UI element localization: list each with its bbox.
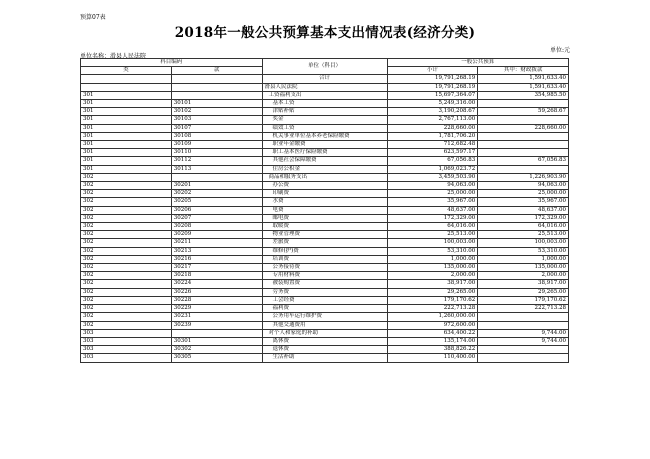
cell-fiscal <box>478 132 569 140</box>
cell-subtotal: 135,174.00 <box>387 337 478 345</box>
table-row <box>81 239 569 247</box>
cell-fiscal <box>478 346 569 354</box>
cell-lei: 303 <box>81 354 172 362</box>
cell-subtotal: 1,000.00 <box>387 255 478 263</box>
table-row <box>81 354 569 362</box>
cell-lei: 302 <box>81 296 172 304</box>
cell-kuan: 30209 <box>171 231 262 239</box>
cell-subtotal: 388,826.22 <box>387 346 478 354</box>
cell-kuan: 30102 <box>171 108 262 116</box>
cell-subtotal: 1,781,706.20 <box>387 132 478 140</box>
table-row <box>81 255 569 263</box>
table-row <box>81 214 569 222</box>
cell-fiscal <box>478 313 569 321</box>
cell-unit-subject: 取暖费 <box>262 223 387 231</box>
table-row <box>81 206 569 214</box>
cell-lei: 302 <box>81 247 172 255</box>
cell-subtotal: 3,190,208.67 <box>387 108 478 116</box>
cell-fiscal <box>478 100 569 108</box>
cell-subtotal: 15,697,364.07 <box>387 91 478 99</box>
cell-kuan <box>171 173 262 181</box>
cell-subtotal: 712,682.48 <box>387 141 478 149</box>
cell-kuan: 30107 <box>171 124 262 132</box>
cell-kuan: 30109 <box>171 141 262 149</box>
cell-fiscal: 100,003.00 <box>478 239 569 247</box>
cell-kuan <box>171 83 262 91</box>
cell-fiscal: 64,016.00 <box>478 223 569 231</box>
cell-unit-subject: 差旅费 <box>262 239 387 247</box>
cell-fiscal: 2,000.00 <box>478 272 569 280</box>
cell-kuan: 30305 <box>171 354 262 362</box>
cell-kuan: 30229 <box>171 305 262 313</box>
org-name: 单位名称：滑县人民法院 <box>80 53 147 60</box>
cell-lei: 301 <box>81 149 172 157</box>
cell-fiscal: 29,265.00 <box>478 288 569 296</box>
table-row <box>81 108 569 116</box>
cell-subtotal: 972,600.00 <box>387 321 478 329</box>
cell-lei: 301 <box>81 124 172 132</box>
table-row <box>81 288 569 296</box>
cell-kuan: 30226 <box>171 288 262 296</box>
cell-lei: 302 <box>81 264 172 272</box>
table-body <box>81 75 569 362</box>
cell-unit-subject: 物业管理费 <box>262 231 387 239</box>
table-row <box>81 296 569 304</box>
cell-kuan: 30202 <box>171 190 262 198</box>
cell-lei: 302 <box>81 272 172 280</box>
cell-lei: 301 <box>81 91 172 99</box>
cell-unit-subject: 水费 <box>262 198 387 206</box>
cell-lei: 301 <box>81 108 172 116</box>
cell-kuan: 30301 <box>171 337 262 345</box>
cell-fiscal: 25,513.00 <box>478 231 569 239</box>
cell-fiscal: 222,713.28 <box>478 305 569 313</box>
table-row <box>81 231 569 239</box>
cell-unit-subject: 绩效工资 <box>262 124 387 132</box>
cell-unit-subject: 其他交通费用 <box>262 321 387 329</box>
table-row <box>81 116 569 124</box>
cell-lei: 302 <box>81 288 172 296</box>
cell-kuan: 30224 <box>171 280 262 288</box>
cell-unit-subject: 被装购置费 <box>262 280 387 288</box>
cell-lei: 303 <box>81 346 172 354</box>
cell-fiscal: 94,063.00 <box>478 182 569 190</box>
table-row <box>81 247 569 255</box>
cell-kuan: 30112 <box>171 157 262 165</box>
cell-lei: 302 <box>81 206 172 214</box>
cell-kuan: 30239 <box>171 321 262 329</box>
header-subtotal: 小计 <box>387 67 478 75</box>
cell-lei: 303 <box>81 329 172 337</box>
cell-fiscal: 35,967.00 <box>478 198 569 206</box>
cell-subtotal: 19,791,268.19 <box>387 75 478 83</box>
cell-unit-subject: 职业年金缴费 <box>262 141 387 149</box>
cell-kuan: 30207 <box>171 214 262 222</box>
table-row <box>81 305 569 313</box>
cell-lei: 302 <box>81 223 172 231</box>
cell-unit-subject: 邮电费 <box>262 214 387 222</box>
cell-fiscal: 179,170.62 <box>478 296 569 304</box>
cell-fiscal: 25,000.00 <box>478 190 569 198</box>
cell-subtotal: 1,069,023.72 <box>387 165 478 173</box>
cell-unit-subject: 机关事业单位基本养老保险缴费 <box>262 132 387 140</box>
cell-kuan: 30228 <box>171 296 262 304</box>
cell-lei: 303 <box>81 337 172 345</box>
table-row <box>81 182 569 190</box>
header-budget: 一般公共预算 <box>387 59 569 67</box>
cell-subtotal: 634,400.22 <box>387 329 478 337</box>
cell-subtotal: 3,459,503.90 <box>387 173 478 181</box>
table-row <box>81 272 569 280</box>
cell-unit-subject: 办公费 <box>262 182 387 190</box>
cell-kuan: 30206 <box>171 206 262 214</box>
cell-fiscal <box>478 116 569 124</box>
cell-unit-subject: 合计 <box>262 75 387 83</box>
header-lei: 类 <box>81 67 172 75</box>
page-title: 2018年一般公共预算基本支出情况表(经济分类) <box>174 25 476 41</box>
table-row <box>81 132 569 140</box>
cell-subtotal: 179,170.62 <box>387 296 478 304</box>
budget-table <box>80 58 569 363</box>
cell-unit-subject: 培训费 <box>262 255 387 263</box>
cell-subtotal: 94,063.00 <box>387 182 478 190</box>
cell-unit-subject: 退休费 <box>262 346 387 354</box>
cell-unit-subject: 基本工资 <box>262 100 387 108</box>
table-row <box>81 198 569 206</box>
cell-lei: 302 <box>81 239 172 247</box>
table-row <box>81 329 569 337</box>
cell-lei: 302 <box>81 305 172 313</box>
cell-kuan: 30101 <box>171 100 262 108</box>
cell-subtotal: 2,000.00 <box>387 272 478 280</box>
cell-lei: 302 <box>81 231 172 239</box>
cell-unit-subject: 其他社会保障缴费 <box>262 157 387 165</box>
cell-fiscal: 67,056.83 <box>478 157 569 165</box>
cell-subtotal: 38,917.00 <box>387 280 478 288</box>
cell-fiscal: 172,329.00 <box>478 214 569 222</box>
cell-lei: 302 <box>81 255 172 263</box>
cell-subtotal: 19,791,268.19 <box>387 83 478 91</box>
cell-unit-subject: 滑县人民法院 <box>262 83 387 91</box>
cell-lei: 302 <box>81 321 172 329</box>
table-row <box>81 264 569 272</box>
header-subject-code: 科目编码 <box>81 59 263 67</box>
cell-subtotal: 64,016.00 <box>387 223 478 231</box>
cell-fiscal: 1,591,633.40 <box>478 75 569 83</box>
table-row <box>81 165 569 173</box>
cell-lei <box>81 83 172 91</box>
table-row <box>81 321 569 329</box>
header-kuan: 款 <box>171 67 262 75</box>
cell-subtotal: 5,249,316.00 <box>387 100 478 108</box>
cell-kuan: 30216 <box>171 255 262 263</box>
cell-fiscal: 59,268.67 <box>478 108 569 116</box>
cell-kuan: 30208 <box>171 223 262 231</box>
cell-lei: 301 <box>81 100 172 108</box>
cell-kuan <box>171 329 262 337</box>
cell-subtotal: 1,260,000.00 <box>387 313 478 321</box>
cell-unit-subject: 劳务费 <box>262 288 387 296</box>
cell-fiscal: 1,226,903.90 <box>478 173 569 181</box>
cell-kuan: 30211 <box>171 239 262 247</box>
cell-lei: 302 <box>81 214 172 222</box>
cell-lei: 301 <box>81 165 172 173</box>
cell-lei: 302 <box>81 182 172 190</box>
cell-lei <box>81 75 172 83</box>
table-row <box>81 124 569 132</box>
cell-subtotal: 25,513.00 <box>387 231 478 239</box>
cell-kuan: 30302 <box>171 346 262 354</box>
cell-unit-subject: 工会经费 <box>262 296 387 304</box>
cell-subtotal: 2,767,113.00 <box>387 116 478 124</box>
cell-kuan: 30231 <box>171 313 262 321</box>
cell-subtotal: 29,265.00 <box>387 288 478 296</box>
header-fiscal: 其中：财政拨款 <box>478 67 569 75</box>
cell-lei: 301 <box>81 141 172 149</box>
cell-kuan: 30108 <box>171 132 262 140</box>
table-row <box>81 346 569 354</box>
cell-subtotal: 222,713.28 <box>387 305 478 313</box>
cell-kuan: 30205 <box>171 198 262 206</box>
cell-unit-subject: 生活补助 <box>262 354 387 362</box>
table-row <box>81 280 569 288</box>
header-unit-subject: 单位（科目） <box>262 59 387 75</box>
cell-kuan <box>171 91 262 99</box>
table-row <box>81 190 569 198</box>
cell-subtotal: 48,637.00 <box>387 206 478 214</box>
table-row <box>81 141 569 149</box>
table-row <box>81 91 569 99</box>
cell-subtotal: 100,003.00 <box>387 239 478 247</box>
cell-lei: 302 <box>81 198 172 206</box>
cell-lei: 301 <box>81 132 172 140</box>
cell-subtotal: 228,660.00 <box>387 124 478 132</box>
cell-subtotal: 67,056.83 <box>387 157 478 165</box>
cell-unit-subject: 印刷费 <box>262 190 387 198</box>
cell-unit-subject: 商品和服务支出 <box>262 173 387 181</box>
cell-subtotal: 135,000.00 <box>387 264 478 272</box>
cell-subtotal: 110,400.00 <box>387 354 478 362</box>
cell-kuan: 30218 <box>171 272 262 280</box>
cell-unit-subject: 住房公积金 <box>262 165 387 173</box>
cell-fiscal: 228,660.00 <box>478 124 569 132</box>
table-row <box>81 75 569 83</box>
form-code: 预算07表 <box>80 14 106 21</box>
cell-fiscal: 38,917.00 <box>478 280 569 288</box>
table-row <box>81 83 569 91</box>
cell-unit-subject: 离休费 <box>262 337 387 345</box>
cell-unit-subject: 公务接待费 <box>262 264 387 272</box>
table-row <box>81 100 569 108</box>
cell-unit-subject: 奖金 <box>262 116 387 124</box>
cell-fiscal: 53,310.00 <box>478 247 569 255</box>
cell-kuan: 30103 <box>171 116 262 124</box>
cell-kuan: 30201 <box>171 182 262 190</box>
cell-subtotal: 35,967.00 <box>387 198 478 206</box>
cell-fiscal: 135,000.00 <box>478 264 569 272</box>
cell-kuan: 30217 <box>171 264 262 272</box>
cell-unit-subject: 公务用车运行维护费 <box>262 313 387 321</box>
table-row <box>81 157 569 165</box>
table-row <box>81 337 569 345</box>
cell-unit-subject: 专用材料费 <box>262 272 387 280</box>
cell-unit-subject: 对个人和家庭的补助 <box>262 329 387 337</box>
unit-label: 单位:元 <box>549 47 570 54</box>
cell-subtotal: 25,000.00 <box>387 190 478 198</box>
cell-subtotal: 623,597.17 <box>387 149 478 157</box>
table-row <box>81 149 569 157</box>
cell-lei: 302 <box>81 190 172 198</box>
cell-fiscal: 48,637.00 <box>478 206 569 214</box>
cell-fiscal <box>478 141 569 149</box>
cell-fiscal <box>478 321 569 329</box>
cell-lei: 302 <box>81 280 172 288</box>
cell-lei: 301 <box>81 157 172 165</box>
cell-fiscal <box>478 149 569 157</box>
cell-lei: 302 <box>81 313 172 321</box>
cell-unit-subject: 福利费 <box>262 305 387 313</box>
cell-fiscal <box>478 354 569 362</box>
table-row <box>81 223 569 231</box>
cell-kuan <box>171 75 262 83</box>
cell-unit-subject: 电费 <box>262 206 387 214</box>
table-row <box>81 173 569 181</box>
cell-fiscal: 9,744.00 <box>478 329 569 337</box>
cell-unit-subject: 工资福利支出 <box>262 91 387 99</box>
cell-subtotal: 53,310.00 <box>387 247 478 255</box>
cell-kuan: 30110 <box>171 149 262 157</box>
cell-kuan: 30113 <box>171 165 262 173</box>
cell-fiscal: 1,000.00 <box>478 255 569 263</box>
cell-unit-subject: 维修(护)费 <box>262 247 387 255</box>
cell-lei: 302 <box>81 173 172 181</box>
cell-subtotal: 172,329.00 <box>387 214 478 222</box>
cell-unit-subject: 职工基本医疗保险缴费 <box>262 149 387 157</box>
cell-fiscal: 9,744.00 <box>478 337 569 345</box>
cell-lei: 301 <box>81 116 172 124</box>
cell-fiscal: 354,985.50 <box>478 91 569 99</box>
cell-kuan: 30213 <box>171 247 262 255</box>
cell-fiscal: 1,591,633.40 <box>478 83 569 91</box>
cell-unit-subject: 津贴补贴 <box>262 108 387 116</box>
cell-fiscal <box>478 165 569 173</box>
table-row <box>81 313 569 321</box>
